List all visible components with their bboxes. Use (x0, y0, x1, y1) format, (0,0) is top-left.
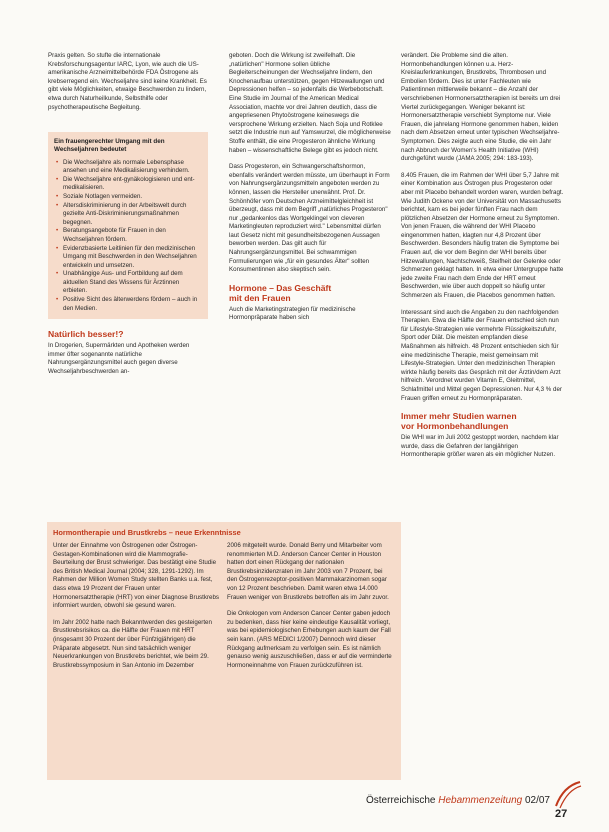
body-paragraph: Dass Progesteron, ein Schwangerschaftshormon, ebenfalls verändert werden müsste, um überhaupt in Form von Nahrungsergänzungsmitteln angeboten werden zu können, lassen die Hersteller unerwähnt. Prof. Dr. Schönhöfer vom Deutschen Arzneimittelgleichheit ist überzeugt, dass mit dem Begriff „natürliches Progesteron" nur „gedankenlos das Wortgeklingel von cleveren Marketingleuten reproduziert wird." Lebensmittel dürfen laut Gesetz nicht mit gesundheitsbezogenen Aussagen beworben werden. Das gilt auch für Nahrungsergänzungsmittel. Bei schwammigen Formulierungen wie „für ein gesundes Älter" sollten Konsumentinnen also skeptisch sein. (229, 163, 390, 274)
column-middle (229, 52, 391, 331)
section-heading (401, 411, 564, 431)
section-heading-line: vor Hormonbehandlungen (401, 421, 509, 432)
footer (300, 795, 550, 806)
body-paragraph: verändert. Die Probleme sind die alten. Hormonbehandlungen können u.a. Herz-Kreislauferkrankungen, Brustkrebs, Thrombosen und Embolien fördern. Dies ist unter Fachleuten wie Patientinnen mittlerweile bekannt – die Anzahl der verschriebenen Hormonersatztherapien ist bereits um drei Viertel zurückgegangen. Weniger bekannt ist: Hormonersatztherapie verschiebt Symptome nur. Viele Frauen, die jahrelang Hormone genommen haben, leiden nach dem Absetzen erneut unter typischen Wechseljahre-Symptomen. Dies zeigte auch eine Studie, die ein Jahr nach Abbruch der Women's Health Initiative (WHI) durchgeführt wurde (JAMA 2005; 294: 183-193). (401, 52, 561, 163)
box-paragraph: Unter der Einnahme von Östrogenen oder Östrogen-Gestagen-Kombinationen wird die Mammografie-Beurteilung der Brust schwieriger. Das bestätigt eine Studie des British Medical Journal (2004; 328, 1291-1292). Im Rahmen der Million Women Study stellten Banks u.a. fest, dass etwa 19 Prozent der Frauen unter Hormonersatztherapie (HRT) von einer Diagnose Brustkrebs informiert wurden, obwohl sie gesund waren. (53, 542, 219, 610)
body-paragraph: In Drogerien, Supermärkten und Apotheken werden immer öfter sogenannte natürliche Nahrungsergänzungsmittel auch gegen diverse Wechseljahrbeschwerden an- (48, 342, 190, 376)
list-item: • Die Wechseljahre ent-gynäkologisieren und ent-medikalisieren. (63, 176, 202, 193)
box-paragraph: Im Jahr 2002 hatte nach Bekanntwerden des gesteigerten Brustkrebsrisikos ca. die Hälfte der Frauen mit HRT (insgesamt 30 Prozent der über Fünfzigjährigen) die Präparate abgesetzt. Nun sind tatsächlich weniger Neuerkrankungen von Brustkrebs berichtet, wie beim 29. Brustkrebssymposium in San Antonio im Dezember (53, 618, 212, 669)
swoosh-logo-icon (552, 780, 582, 810)
body-paragraph: Auch die Marketingstrategien für medizinische Hormonpräparate haben sich (229, 305, 356, 322)
info-box (48, 132, 208, 319)
list-item: • Soziale Notlagen vermeiden. (63, 193, 202, 202)
box-column-right (227, 542, 393, 678)
section-heading (229, 283, 391, 303)
list-item: • Evidenzbasierte Leitlinien für den medizinischen Umgang mit Beschwerden in den Wechseljahren entwickeln und umsetzen. (63, 245, 202, 271)
section-heading: Natürlich besser!? (48, 329, 124, 340)
list-item: • Altersdiskriminierung in der Arbeitswelt durch gezielte Anti-Diskriminierungsmaßnahmen begegnen. (63, 202, 202, 228)
section-heading-line: Hormone – Das Geschäft (229, 282, 332, 293)
body-paragraph: 8.405 Frauen, die im Rahmen der WHI über 5,7 Jahre mit einer Kombination aus Östrogen plus Progesteron oder aber mit Placebo behandelt worden waren, wurden befragt. Wie Judith Ockene von der Universität von Massachusetts berichtet, kam es bei jeder fünften Frau nach dem plötzlichen Absetzen der Hormone erneut zu Symptomen. Von jenen Frauen, die während der WHI Placebo eingenommen hatten, klagten nur 4,8 Prozent über Beschwerden. Besonders häufig traten die Symptome bei Frauen auf, die vor dem Beginn der WHI bereits über Hitzewallungen, Nachtschweiß, Steifheit der Gelenke oder Schmerzen geklagt hatten. In etwa einer Untergruppe hatte jede zweite Frau nach dem Ende der HRT erneut Beschwerden, wie über auch doppelt so häufig unter Schmerzen als Frauen, die Placebos genommen hatten. (401, 171, 564, 300)
list-item: • Beratungsangebote für Frauen in den Wechseljahren fördern. (63, 227, 202, 244)
list-item: • Positive Sicht des älterwerdens fördern – auch in den Medien. (63, 296, 202, 313)
info-box-list (54, 159, 202, 314)
list-item: • Die Wechseljahre als normale Lebensphase ansehen und eine Medikalisierung verhindern. (63, 159, 202, 176)
info-box-title: Ein frauengerechter Umgang mit den Wechseljahren bedeutet (54, 138, 165, 154)
column-left (48, 52, 208, 385)
body-paragraph: Die WHI war im Juli 2002 gestoppt worden, nachdem klar wurde, dass die Gefahren der langjährigen Hormontherapie größer waren als ein möglicher Nutzen. (401, 434, 559, 459)
body-paragraph: Praxis gelten. So stufte die internationale Krebsforschungsagentur IARC, Lyon, wie auch die US-amerikanische Arzneimittelbehörde FDA Östrogene als krebserregend ein. Wechseljahre sind keine Krankheit. Es gibt viele Möglichkeiten, etwaige Beschwerden zu lindern, etwa durch Naturheilkunde, Selbsthilfe oder psychotherapeutische Begleitung. (48, 52, 207, 111)
section-heading-line: mit den Frauen (229, 292, 291, 303)
box-paragraph: 2006 mitgeteilt wurde. Donald Berry und Mitarbeiter vom renommierten M.D. Anderson Cancer Center in Houston hatten dort einen Rückgang der nationalen Brustkrebsinzidenzraten im Jahr 2003 von 7 Prozent, bei den Östrogenrezeptor-positiven Mammakarzinomen sogar von 12 Prozent beschrieben. Damit waren etwa 14.000 Frauen weniger von Brustkrebs betroffen als im Jahr zuvor. (227, 542, 389, 601)
box-title: Hormontherapie und Brustkrebs – neue Erkenntnisse (53, 528, 241, 537)
list-item: • Unabhängige Aus- und Fortbildung auf dem aktuellen Stand des Wissens für Ärztinnen erbieten. (63, 270, 202, 296)
body-paragraph: Interessant sind auch die Angaben zu den nachfolgenden Therapien. Etwa die Hälfte der Frauen entschied sich nun für Lifestyle-Strategien wie vermehrte Flüssigkeitszufuhr, Sport oder Diät. Die meisten empfanden diese Maßnahmen als hilfreich. 48 Prozent entschieden sich für eine medizinische Therapie, meist gemeinsam mit Lifestyle-Strategien. Unter den medizinischen Therapien wirkte häufig bereits das Gespräch mit der Ärztin/dem Arzt hilfreich. Verordnet wurden Vitamin E, Gleitmittel, Schlafmittel und Mittel gegen Depressionen. Nur 4,3 % der Frauen griffen erneut zu Hormonpräparaten. (401, 308, 562, 402)
column-right (401, 52, 564, 468)
footer-magazine: Hebammenzeitung (438, 795, 523, 806)
breast-cancer-box (47, 522, 401, 780)
body-paragraph: geboten. Doch die Wirkung ist zweifelhaft. Die „natürlichen" Hormone sollen übliche Begleiterscheinungen der Wechseljahre lindern, den Knochenaufbau unterstützen, gegen Hitzewallungen und Depressionen helfen – so jedenfalls die Werbebotschaft. Eine Studie im Journal of the American Medical Association, machte vor drei Jahren deutlich, dass die angepriesenen Phytoöstrogene keineswegs die versprochene Wirkung erzielten. Nach Soja und Rotklee setzt die Industrie nun auf Yamswurzel, die möglicherweise Stoffe enthält, die eine Progesteron ähnliche Wirkung haben – wissenschaftliche Belege gibt es jedoch nicht. (229, 52, 391, 154)
box-column-left (53, 542, 219, 678)
footer-issue: 02/07 (524, 795, 550, 806)
page-number: 27 (555, 808, 568, 820)
box-paragraph: Die Onkologen vom Anderson Cancer Center gaben jedoch zu bedenken, dass hier keine eindeutige Kausalität vorliegt, was bei epidemiologischen Erhebungen auch kaum der Fall sein kann. (ARS MEDICI 1/2007) Dennoch wird dieser Rückgang aufmerksam zu verfolgen sein. Es ist nämlich genauso wenig auszuschließen, dass er auf die verminderte Hormoneinnahme von Frauen zurückzuführen ist. (227, 610, 392, 669)
section-heading-line: Immer mehr Studien warnen (401, 411, 517, 422)
footer-prefix: Österreichische (366, 795, 436, 806)
